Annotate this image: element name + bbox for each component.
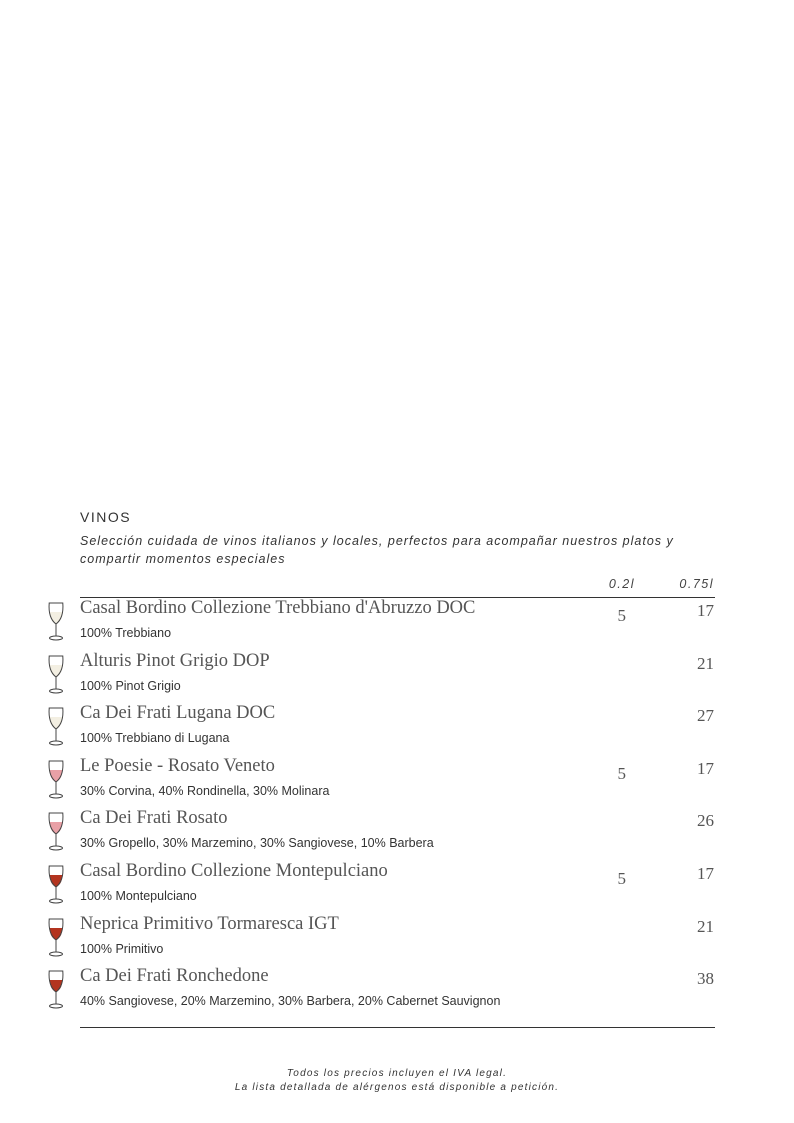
glass-price: 5 bbox=[617, 606, 626, 625]
wine-list bbox=[80, 598, 715, 1019]
wine-grapes: 100% Montepulciano bbox=[80, 888, 197, 903]
wine-name: Ca Dei Frati Rosato bbox=[80, 808, 228, 829]
wine-grapes: 30% Corvina, 40% Rondinella, 30% Molinara bbox=[80, 783, 330, 798]
wine-grapes: 30% Gropello, 30% Marzemino, 30% Sangiovese, 10% Barbera bbox=[80, 836, 434, 851]
wine-name: Alturis Pinot Grigio DOP bbox=[80, 650, 270, 671]
wine-name: Casal Bordino Collezione Montepulciano bbox=[80, 860, 388, 881]
bottle-price: 26 bbox=[697, 811, 714, 831]
price-column-headers bbox=[80, 577, 715, 597]
footer-note bbox=[0, 1067, 794, 1095]
wine-name: Neprica Primitivo Tormaresca IGT bbox=[80, 913, 339, 934]
wine-row bbox=[80, 808, 715, 861]
bottle-size-header: 0.75l bbox=[679, 577, 714, 591]
wine-glass-icon bbox=[46, 758, 66, 800]
wine-glass-icon bbox=[46, 810, 66, 852]
glass-price: 5 bbox=[617, 868, 626, 888]
bottle-price: 21 bbox=[697, 916, 714, 936]
wine-grapes: 100% Trebbiano bbox=[80, 626, 172, 640]
section-title: VINOS bbox=[80, 509, 132, 525]
glass-price: 5 bbox=[617, 763, 626, 783]
glass-size-header: 0.2l bbox=[608, 577, 635, 591]
footer-allergen-note: La lista detallada de alérgenos está disponible a petición. bbox=[234, 1082, 560, 1093]
wine-row bbox=[80, 651, 715, 704]
wine-glass-icon bbox=[46, 863, 66, 905]
wine-name: Casal Bordino Collezione Trebbiano d'Abruzzo DOC bbox=[80, 598, 476, 618]
wine-menu bbox=[80, 509, 715, 1028]
section-description: Selección cuidada de vinos italianos y locales, perfectos para acompañar nuestros platos y compartir momentos especiales bbox=[80, 534, 674, 566]
footer-vat-note: Todos los precios incluyen el IVA legal. bbox=[286, 1068, 508, 1079]
wine-name: Ca Dei Frati Ronchedone bbox=[80, 966, 269, 987]
wine-glass-icon bbox=[46, 600, 66, 642]
wine-grapes: 40% Sangiovese, 20% Marzemino, 30% Barbera, 20% Cabernet Sauvignon bbox=[80, 994, 501, 1009]
footer-divider bbox=[80, 1027, 715, 1028]
wine-row bbox=[80, 598, 715, 651]
wine-grapes: 100% Pinot Grigio bbox=[80, 678, 181, 693]
wine-grapes: 100% Trebbiano di Lugana bbox=[80, 731, 230, 746]
wine-name: Le Poesie - Rosato Veneto bbox=[80, 755, 275, 776]
wine-grapes: 100% Primitivo bbox=[80, 941, 164, 956]
wine-name: Ca Dei Frati Lugana DOC bbox=[80, 703, 276, 724]
bottle-price: 21 bbox=[697, 653, 714, 673]
wine-row bbox=[80, 914, 715, 967]
wine-glass-icon bbox=[46, 968, 66, 1010]
bottle-price: 17 bbox=[697, 758, 714, 778]
wine-row bbox=[80, 703, 715, 756]
wine-glass-icon bbox=[46, 653, 66, 695]
wine-row bbox=[80, 861, 715, 914]
wine-glass-icon bbox=[46, 705, 66, 747]
bottle-price: 27 bbox=[697, 706, 714, 726]
bottle-price: 17 bbox=[697, 601, 714, 620]
wine-row bbox=[80, 756, 715, 809]
bottle-price: 17 bbox=[697, 863, 714, 883]
wine-glass-icon bbox=[46, 916, 66, 958]
bottle-price: 38 bbox=[697, 969, 714, 989]
wine-row bbox=[80, 966, 715, 1019]
